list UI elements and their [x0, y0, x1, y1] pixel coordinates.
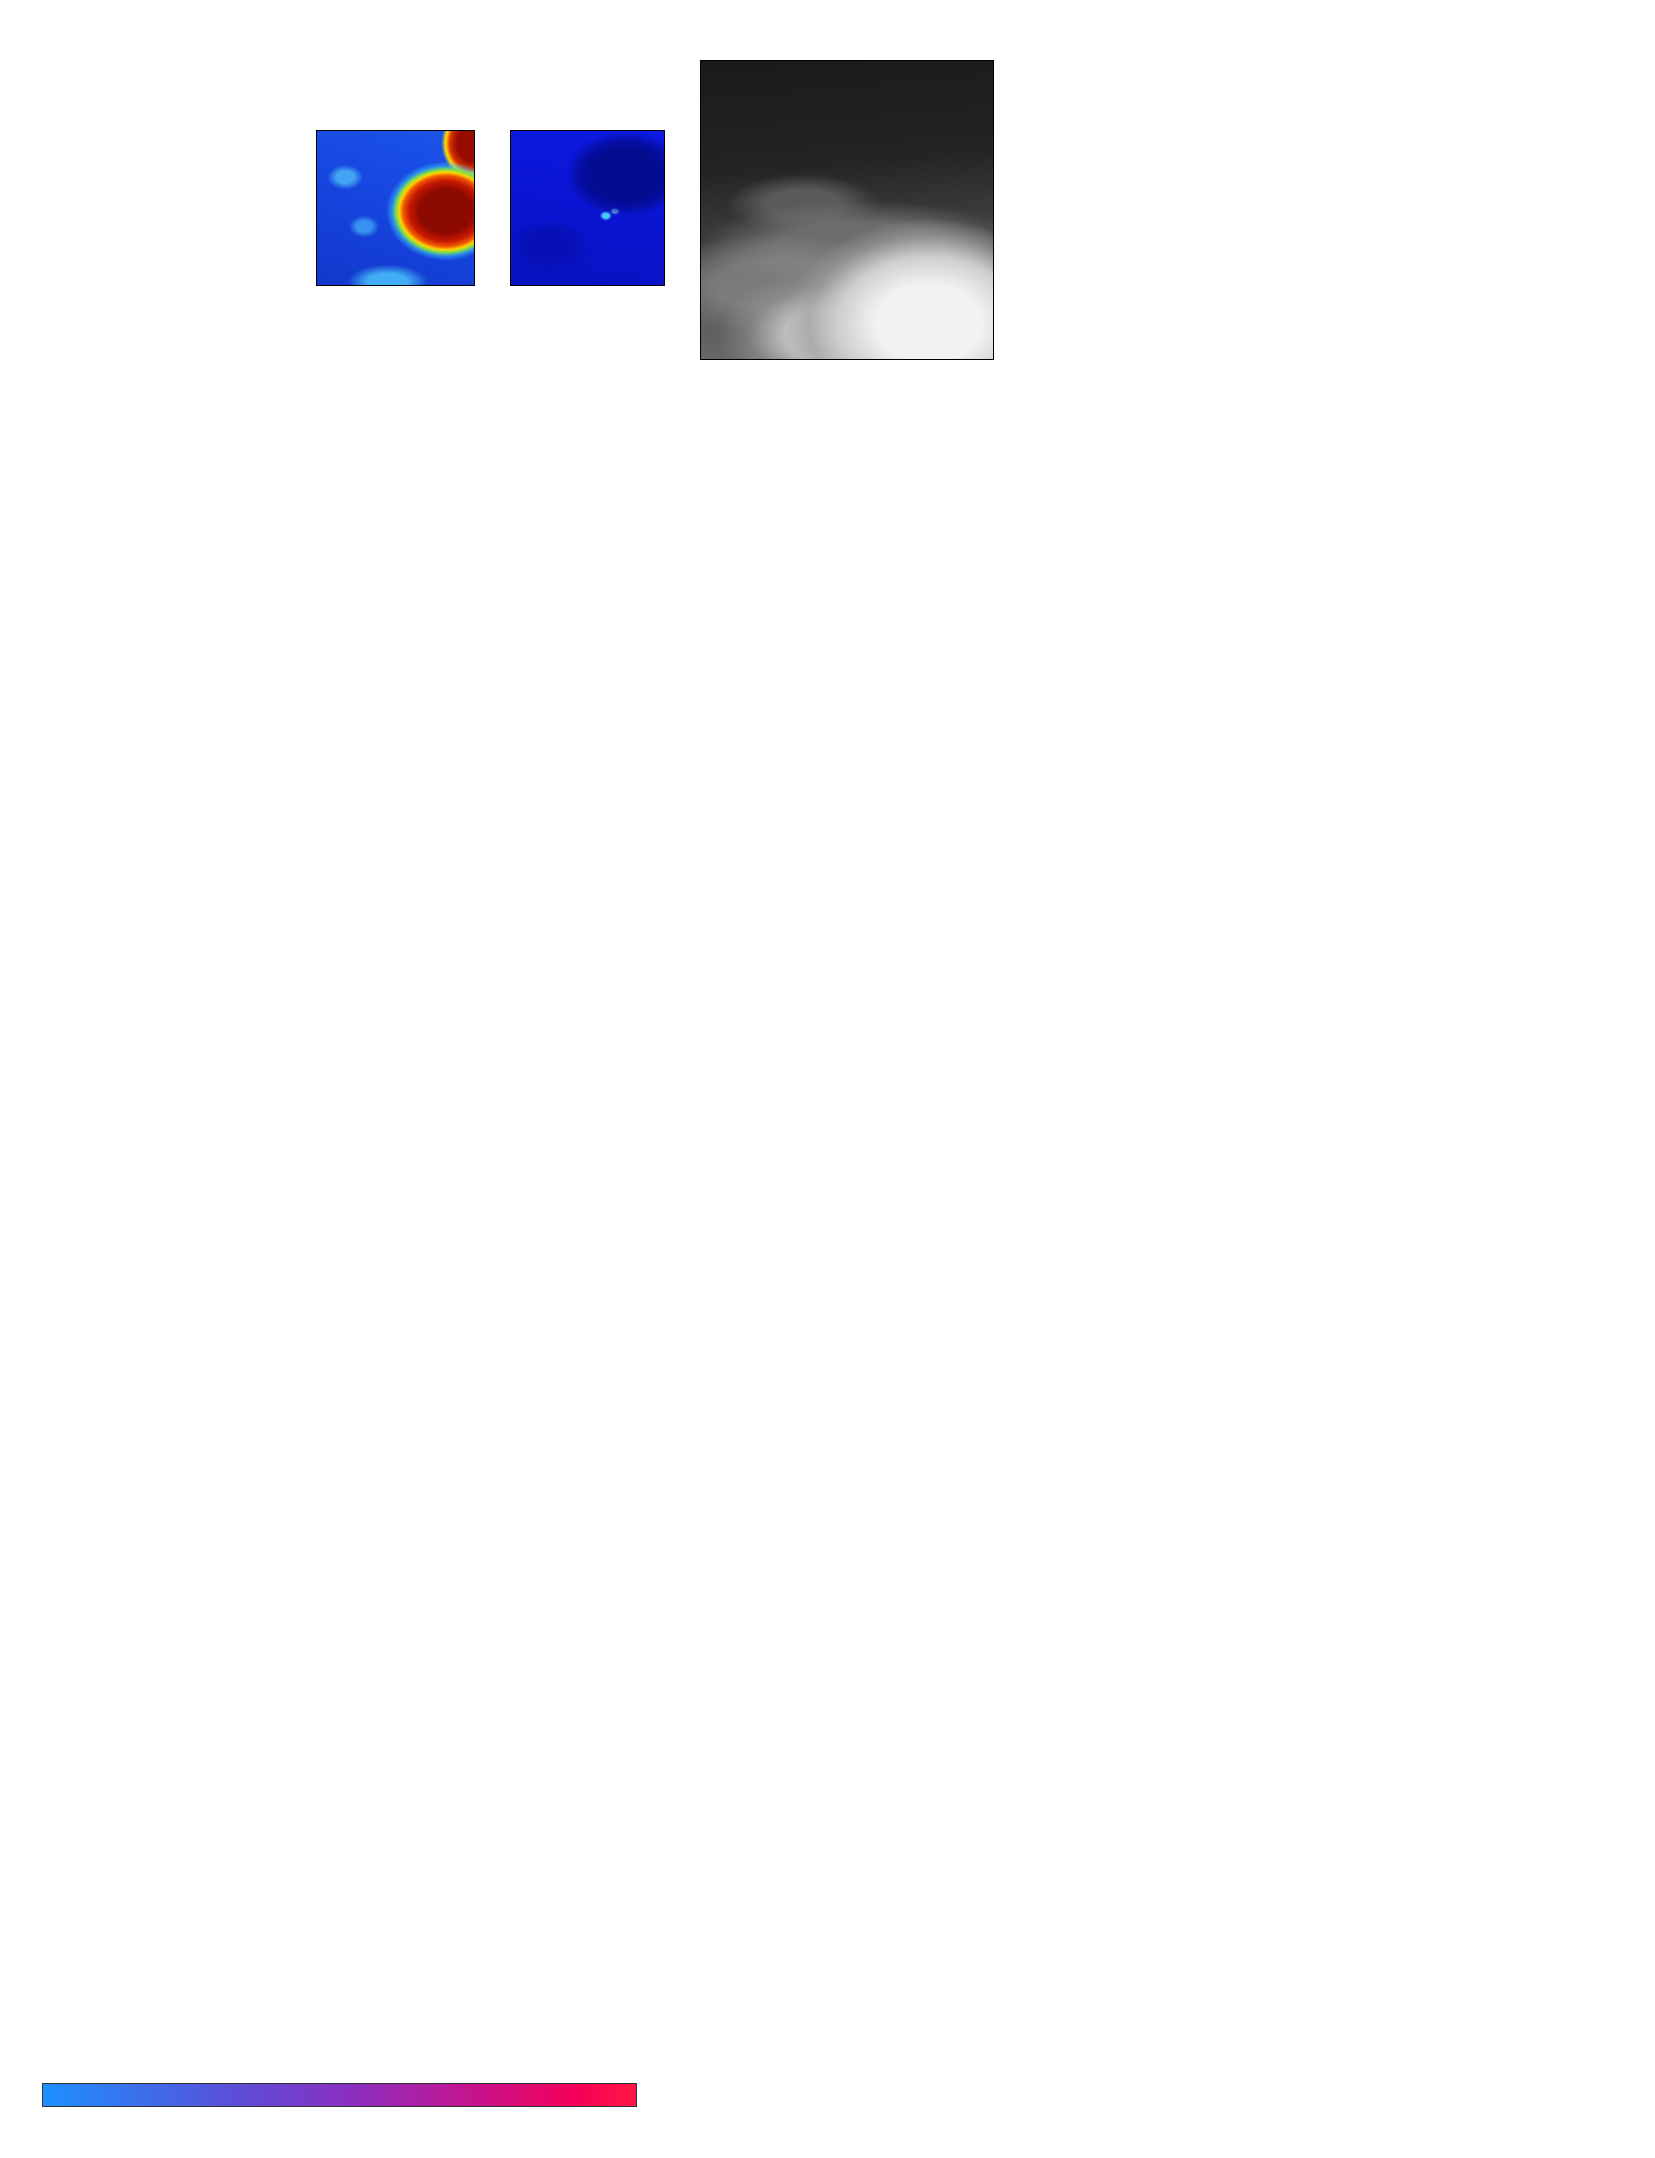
ir-satellite-image	[700, 60, 994, 360]
shap-timeseries-chart	[0, 420, 1655, 920]
msw-histogram	[988, 42, 1438, 417]
mw-37ghz-thumbnail-image	[316, 130, 475, 286]
feature-value-colorbar	[42, 2083, 637, 2107]
mw-89ghz-thumbnail-image	[510, 130, 665, 286]
shap-feature-dot-plot	[0, 905, 700, 2085]
